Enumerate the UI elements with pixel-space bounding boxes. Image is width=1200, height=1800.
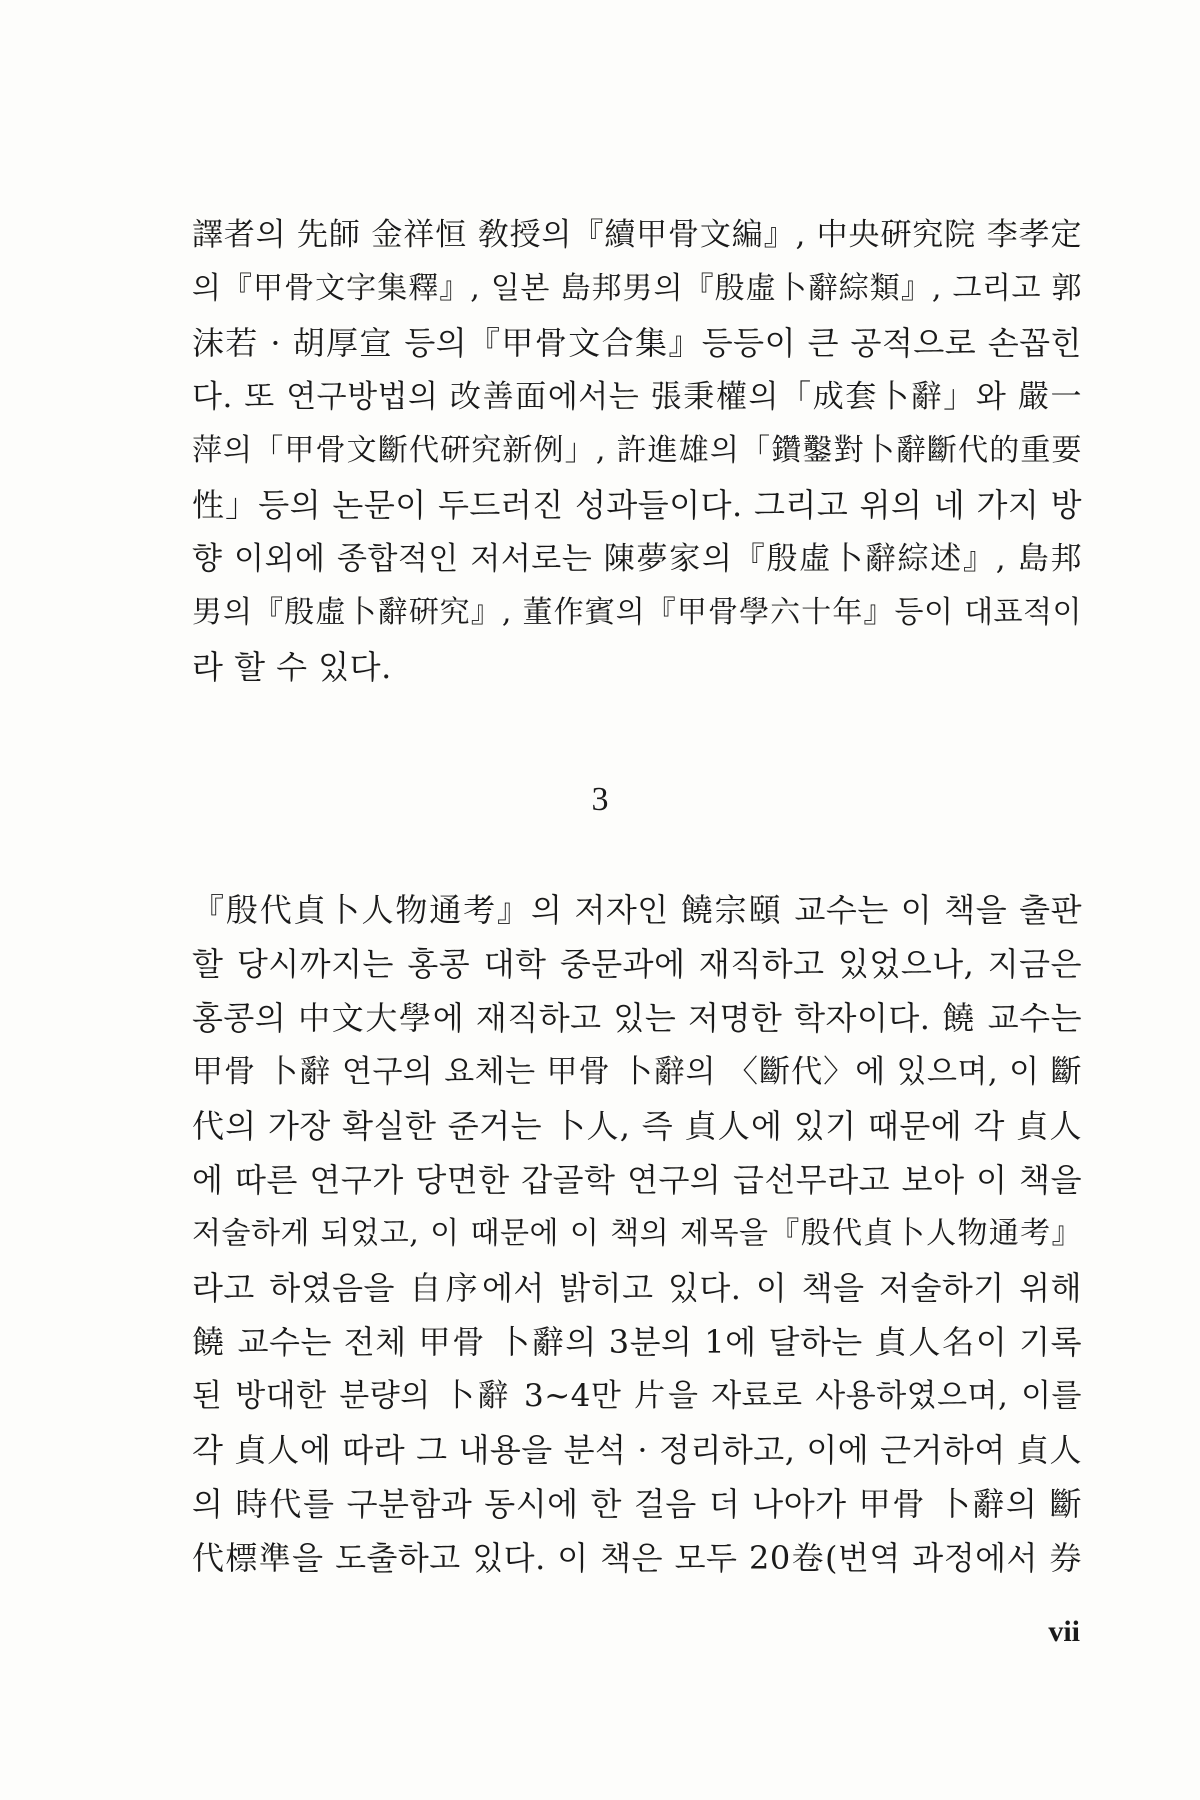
- text-line: 의 時代를 구분함과 동시에 한 걸음 더 나아가 甲骨 卜辭의 斷: [192, 1485, 1082, 1523]
- text-line: 저술하게 되었고, 이 때문에 이 책의 제목을『殷代貞卜人物通考』: [192, 1216, 1082, 1251]
- page-number: vii: [1048, 1615, 1080, 1648]
- text-line: 향 이외에 종합적인 저서로는 陳夢家의『殷虛卜辭綜述』, 島邦: [192, 541, 1082, 577]
- text-line: 다. 또 연구방법의 改善面에서는 張秉權의「成套卜辭」와 嚴一: [192, 379, 1082, 415]
- text-line: 에 따른 연구가 당면한 갑골학 연구의 급선무라고 보아 이 책을: [192, 1161, 1082, 1199]
- text-line: 代의 가장 확실한 준거는 卜人, 즉 貞人에 있기 때문에 각 貞人: [192, 1107, 1082, 1145]
- paragraph-2: [192, 883, 1082, 1585]
- text-line: 饒 교수는 전체 甲骨 卜辭의 3분의 1에 달하는 貞人名이 기록: [192, 1323, 1082, 1361]
- text-line: 代標準을 도출하고 있다. 이 책은 모두 20卷(번역 과정에서 券: [192, 1539, 1082, 1577]
- text-line: 男의『殷虛卜辭硏究』, 董作賓의『甲骨學六十年』등이 대표적이: [192, 595, 1082, 630]
- text-line: 『殷代貞卜人物通考』의 저자인 饒宗頤 교수는 이 책을 출판: [192, 891, 1082, 929]
- section-number: 3: [591, 781, 609, 818]
- text-line: 萍의「甲骨文斷代硏究新例」, 許進雄의「鑽鑿對卜辭斷代的重要: [192, 433, 1082, 468]
- text-line: 라 할 수 있다.: [192, 648, 392, 686]
- text-line: 譯者의 先師 金祥恒 敎授의『續甲骨文編』, 中央硏究院 李孝定: [192, 217, 1082, 253]
- text-line: 의『甲骨文字集釋』, 일본 島邦男의『殷虛卜辭綜類』, 그리고 郭: [192, 271, 1082, 306]
- text-line: 沫若 · 胡厚宣 등의『甲骨文合集』등등이 큰 공적으로 손꼽힌: [192, 324, 1082, 362]
- text-line: 할 당시까지는 홍콩 대학 중문과에 재직하고 있었으나, 지금은: [192, 945, 1082, 983]
- text-line: 甲骨 卜辭 연구의 요체는 甲骨 卜辭의 〈斷代〉에 있으며, 이 斷: [192, 1054, 1082, 1090]
- text-line: 性」등의 논문이 두드러진 성과들이다. 그리고 위의 네 가지 방: [192, 486, 1082, 524]
- text-line: 라고 하였음을 自序에서 밝히고 있다. 이 책을 저술하기 위해: [192, 1269, 1082, 1307]
- text-line: 홍콩의 中文大學에 재직하고 있는 저명한 학자이다. 饒 교수는: [192, 999, 1082, 1037]
- text-line: 된 방대한 분량의 卜辭 3~4만 片을 자료로 사용하였으며, 이를: [192, 1378, 1082, 1414]
- paragraph-1: [192, 208, 1082, 694]
- text-line: 각 貞人에 따라 그 내용을 분석 · 정리하고, 이에 근거하여 貞人: [192, 1431, 1082, 1469]
